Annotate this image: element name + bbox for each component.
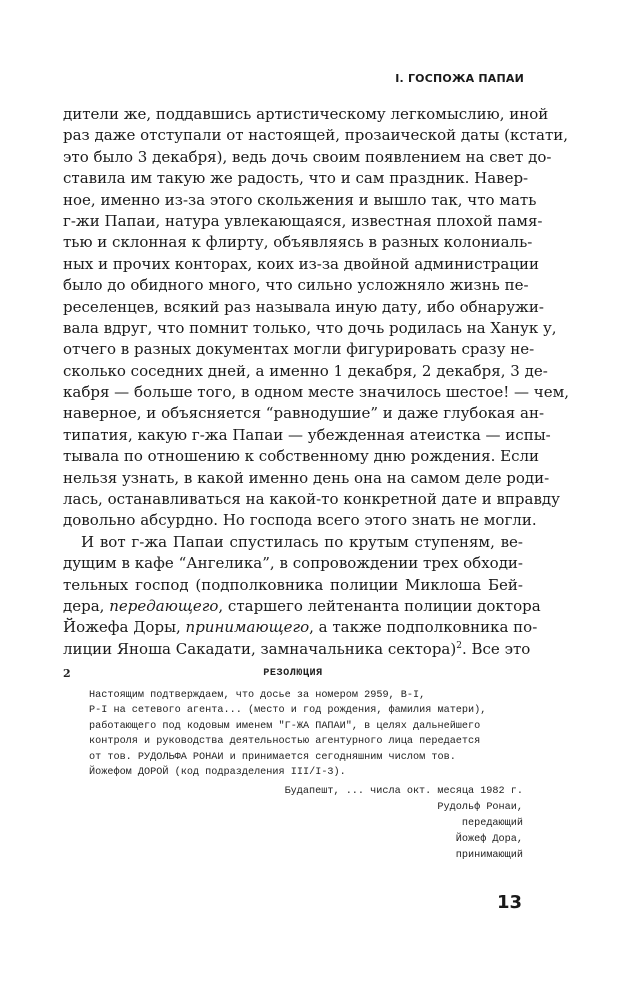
text-line: ное, именно из-за этого скольжения и вышло так, что мать	[63, 190, 537, 209]
text-fragment: дера,	[63, 596, 110, 615]
page-number: 13	[496, 892, 522, 913]
footnote-signature	[285, 784, 523, 864]
text-line: было до обидного много, что сильно усложняло жизнь пе-	[63, 276, 529, 295]
running-header: I. ГОСПОЖА ПАПАИ	[395, 72, 524, 85]
text-line: г-жи Папаи, натура увлекающаяся, известная плохой памя-	[63, 211, 543, 230]
text-line: реселенцев, всякий раз называла иную дату, ибо обнаружи-	[63, 297, 544, 316]
footnote-line: Настоящим подтверждаем, что досье за номером 2959, В-I,	[89, 690, 426, 701]
text-fragment: . Все это	[461, 639, 531, 658]
footnote-line: Р-I на сетевого агента... (место и год рождения, фамилия матери),	[89, 705, 487, 717]
text-line: наверное, и объясняется “равнодушие” и даже глубокая ан-	[63, 404, 545, 423]
text-line: И вот г-жа Папаи спустилась по крутым ступеням, ве-	[81, 532, 523, 551]
text-line	[63, 639, 531, 660]
text-fragment: Йожефа Доры,	[63, 618, 186, 637]
italic-term: принимающего	[185, 618, 310, 637]
text-line: типатия, какую г-жа Папаи — убежденная атеистка — испы-	[63, 425, 551, 444]
text-fragment: , старшего лейтенанта полиции доктора	[218, 596, 541, 615]
text-line: дущим в кафе “Ангелика”, в сопровождении трех обходи-	[63, 554, 523, 573]
text-line: лась, останавливаться на какой-то конкретной дате и вправду	[63, 490, 560, 509]
text-line: довольно абсурдно. Но господа всего этого знать не могли.	[63, 511, 537, 530]
signature-line: принимающий	[455, 850, 523, 861]
text-line: дители же, поддавшись артистическому легкомыслию, иной	[63, 105, 549, 123]
italic-term: передающего	[109, 596, 219, 615]
footnote-reference[interactable]: 2	[456, 640, 462, 651]
footnote-number: 2	[63, 667, 71, 680]
signature-line: передающий	[461, 818, 523, 829]
footnote-line: от тов. РУДОЛЬФА РОНАИ и принимается сегодняшним числом тов.	[89, 751, 456, 763]
text-line: ных и прочих конторах, коих из-за двойной администрации	[63, 254, 539, 273]
text-line: раз даже отступали от настоящей, прозаической даты (кстати,	[63, 126, 569, 145]
signature-line: Рудольф Ронаи,	[437, 802, 523, 813]
text-line: сколько соседних дней, а именно 1 декабря, 2 декабря, 3 де-	[63, 361, 548, 380]
text-line: нельзя узнать, в какой именно день она на самом деле роди-	[63, 468, 550, 487]
footnote-line: контроля и руководства деятельностью агентурного лица передается	[89, 736, 481, 748]
text-line: кабря — больше того, в одном месте значилось шестое! — чем,	[63, 383, 570, 402]
signature-line: Йожеф Дора,	[455, 834, 523, 845]
text-fragment: , а также подполковника по-	[309, 618, 538, 637]
text-line: тывала по отношению к собственному дню рождения. Если	[63, 447, 540, 466]
text-line	[63, 617, 538, 638]
footnote-body	[89, 688, 523, 780]
text-line: тью и склонная к флирту, объявляясь в разных колониаль-	[63, 233, 533, 252]
footnote-title: РЕЗОЛЮЦИЯ	[263, 668, 323, 679]
text-line	[63, 596, 541, 617]
text-line: тельных господ (подполковника полиции Миклоша Бей-	[63, 575, 523, 594]
main-text	[63, 104, 570, 660]
text-line: вала вдруг, что помнит только, что дочь родилась на Ханук у,	[63, 318, 557, 337]
text-line: ставила им такую же радость, что и сам праздник. Навер-	[63, 169, 529, 188]
footnote-line: Йожефом ДОРОЙ (код подразделения III/I-3).	[89, 766, 346, 778]
text-line: это было 3 декабря), ведь дочь своим появлением на свет до-	[63, 147, 552, 166]
footnote-line: работающего под кодовым именем "Г-ЖА ПАПАИ", в целях дальнейшего	[89, 720, 481, 732]
text-fragment: лиции Яноша Сакадати, замначальника сектора)	[63, 639, 457, 658]
text-line: отчего в разных документах могли фигурировать сразу не-	[63, 340, 535, 359]
signature-line: Будапешт, ... числа окт. месяца 1982 г.	[284, 786, 523, 797]
